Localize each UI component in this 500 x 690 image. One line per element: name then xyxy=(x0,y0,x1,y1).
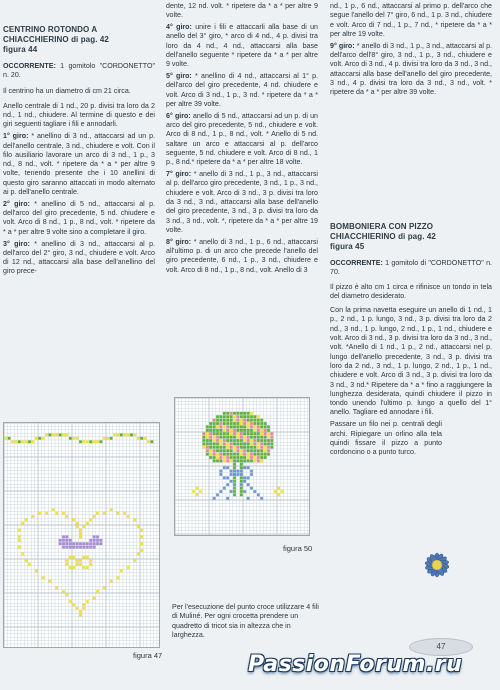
round-8-text: * anello di 3 nd., 1 p., 6 nd., attaccarsi all'ultimo p. di un arco che precede l'anello del giro precedente, 6 nd., 1 p., 3 nd., chiudere e volt. Arco di 8 nd., 1 p., 8 nd., volt. Anello di 3 xyxy=(166,237,318,274)
round-5-text: * anellino di 4 nd., attaccarsi al 1° p. dell'arco del giro precedente, 4 nd. chiudere e volt. Arco di 3 nd., 1 p., 3 nd. * ripetere da * a * per altre 39 volte. xyxy=(166,72,318,108)
page-number: 47 xyxy=(409,638,473,656)
round-8-paragraph xyxy=(166,238,318,275)
bomboniera-instructions: Con la prima navetta eseguire un anello di 1 nd., 1 p., 2 nd., 1 p. lungo, 3 nd., 3 p. divisi tra loro da 2 nd., 3 nd., 1 p. lungo, 2 nd., 1 p., 1 nd., chiudere e volt. Arco di 3 nd., 3 p. divisi tra loro da 3 nd., 3 nd., volt. *Anello di 1 nd., 1 p., 2 nd., attaccarsi nel p. lungo dell'anello precedente, 3 nd., 3 p. divisi tra loro da 2 nd., 3 nd., 1 p. lungo, 2 nd., 1 p., 1 nd., chiudere e volt. Arco di 3 nd., 3 p. divisi tra loro da 3 nd., 3 nd.* Ripetere da * a * fino a raggiungere la lunghezza desiderata, quindi chiudere il pizzo in tondo unendo l'ultimo p. lungo a quello del 1° anello. Tagliare ed annodare i fili. xyxy=(330,306,492,417)
round-4-label: 4° giro: xyxy=(166,23,192,32)
materials-label-bomboniera: OCCORRENTE: xyxy=(330,259,383,267)
bomboniera-finish: Passare un filo nei p. centrali degli archi. Ripiegare un orlino alla tela quindi fissare il pizzo a punto cordoncino o a punto turco. xyxy=(330,420,442,457)
round-3-paragraph xyxy=(3,240,155,277)
materials-label: OCCORRENTE: xyxy=(3,62,56,70)
column-middle xyxy=(166,2,318,277)
round-3-text: * anellino di 3 nd., attaccarsi al p. dell'arco del 2° giro, 3 nd., chiudere e volt. Arco di 12 nd., attaccarsi alla base dell'anellino del giro prece- xyxy=(3,239,155,276)
cross-stitch-chart-47 xyxy=(3,422,160,648)
round-2-text: * anellino di 5 nd., attaccarsi al p. dell'arco del giro precedente, 5 nd. chiudere e volt. Arco di 8 nd., 1 p., 8 nd., volt. * ripetere da * a * per altre 9 volte sino a completare il giro. xyxy=(3,199,155,236)
figure-ref-45: figura 45 xyxy=(330,242,365,251)
intro-paragraph: Il centrino ha un diametro di cm 21 circa. xyxy=(3,86,131,95)
round-3-label: 3° giro: xyxy=(3,239,30,248)
figure-47-caption: figura 47 xyxy=(133,651,163,660)
figure-50-caption: figura 50 xyxy=(283,544,313,553)
continued-paragraph-right: nd., 1 p., 6 nd., attaccarsi al primo p. dell'arco che segue l'anello del 7° giro, 6 nd., 1 p. 3 nd., chiudere e volt. Arco di 7 nd., 1 p., 7 nd., * ripetere da * a * per altre 19 volte. xyxy=(330,2,492,38)
round-1-label: 1° giro: xyxy=(3,132,29,141)
chart-47-grid xyxy=(4,423,159,647)
round-2-label: 2° giro: xyxy=(3,199,30,208)
blue-flower-illustration xyxy=(412,542,462,588)
round-6-label: 6° giro: xyxy=(166,111,191,120)
instructions-paragraph: Anello centrale di 1 nd., 20 p. divisi tra loro da 2 nd., 1 nd., chiudere. Al termine di questo e dei giri seguenti tagliare i fili e annodarli. xyxy=(3,101,155,129)
column-left xyxy=(3,25,155,279)
round-6-text: anello di 5 nd., attaccarsi ad un p. di un arco del giro precedente, 5 nd., chiudere e volt. Arco di 8 nd., 1 p., 8 nd., volt. * Anello di 5 nd. saltare un arco e attaccarsi al p. dell'arco seguente, 5 nd. chiudere e volt. Arco di 8 nd., 1 p., 8 nd.* ripetere da * a * per altre 18 volte. xyxy=(166,111,318,167)
round-1-text: * anellino di 3 nd., attaccarsi ad un p. dell'anello centrale, 3 nd., chiudere e volt. Con il filo ausiliario lavorare un arco di 3 nd., 1 p., 3 nd., 8 nd., volt. * ripetere da * a * per altre 9 volte, tenendo presente che i 10 anellini di questo giro saranno attaccati in modo alternato ai p. dell'anello centrale. xyxy=(3,132,155,197)
round-7-label: 7° giro: xyxy=(166,170,192,179)
round-9-paragraph xyxy=(330,42,492,98)
round-2-paragraph xyxy=(3,200,155,237)
round-9-label: 9° giro: xyxy=(330,41,355,50)
watermark-logo: PassionForum.ru xyxy=(248,652,463,677)
materials-text-bomboniera: 1 gomitolo di "CORDONETTO" n. 70. xyxy=(330,259,492,277)
round-6-paragraph xyxy=(166,112,318,168)
round-1-paragraph xyxy=(3,132,155,197)
section-title-centrino: CENTRINO ROTONDO A CHIACCHIERINO di pag. 42 xyxy=(3,25,109,44)
materials-paragraph-bomboniera xyxy=(330,259,492,278)
round-7-text: * anello di 3 nd., 1 p., 3 nd., attaccarsi al p. dell'arco giro precedente, 3 nd., 1 p., 3 nd., chiudere e volt. Arco di 3 nd., 3 p. divisi tra loro da 3 nd., 3 nd., attaccarsi alla base dell'anello del giro precedente, 3 nd., 3 p. divisi tra loro da 3 nd., 3 nd., volt. *, ripetere da * a * per altre 19 volte. xyxy=(166,170,318,234)
round-4-paragraph xyxy=(166,23,318,69)
round-7-paragraph xyxy=(166,170,318,235)
bomboniera-intro: Il pizzo è alto cm 1 circa e rifinisce un tondo in tela del diametro desiderato. xyxy=(330,282,492,300)
continued-paragraph: dente, 12 nd. volt. * ripetere da * a * per altre 9 volte. xyxy=(166,2,318,20)
round-8-label: 8° giro: xyxy=(166,237,192,246)
round-9-text: * anello di 3 nd., 1 p., 3 nd., attaccarsi al p. dell'arco dell'8° giro, 3 nd., 1 p., 3 nd., chiudere e volt. Arco di 3 nd., 4 p. divisi tra loro da 3 nd., 3 nd., attaccarsi alla base dell'anello del giro precedente, 3 nd., 4 p. divisi tra loro da 3 nd., 3 nd., volt. * ripetere da * a * per altre 39 volte. xyxy=(330,41,492,97)
column-right-bomboniera xyxy=(330,222,492,460)
section-title-bomboniera: BOMBONIERA CON PIZZO CHIACCHIERINO di pag. 42 xyxy=(330,222,436,241)
round-5-label: 5° giro: xyxy=(166,72,192,81)
round-5-paragraph xyxy=(166,72,318,109)
materials-text: 1 gomitolo "CORDONETTO" n. 20. xyxy=(3,62,155,80)
materials-paragraph xyxy=(3,62,155,81)
chart-50-grid xyxy=(175,398,309,535)
cross-stitch-chart-50 xyxy=(174,397,310,536)
cross-stitch-note: Per l'esecuzione del punto croce utilizzare 4 fili di Muliné. Per ogni crocetta prendere un quadretto di tricot sia in altezza che in larghezza. xyxy=(172,603,319,639)
round-4-text: unire i fili e attaccarli alla base di un anello del 3° giro, * arco di 4 nd., 4 p. divisi tra loro da 4 nd., 4 nd., attaccarsi alla base dell'anello seguente * ripetere da * a * per altre 9 volte. xyxy=(166,23,318,69)
column-right-top xyxy=(330,2,492,100)
figure-ref-44: figura 44 xyxy=(3,45,38,54)
